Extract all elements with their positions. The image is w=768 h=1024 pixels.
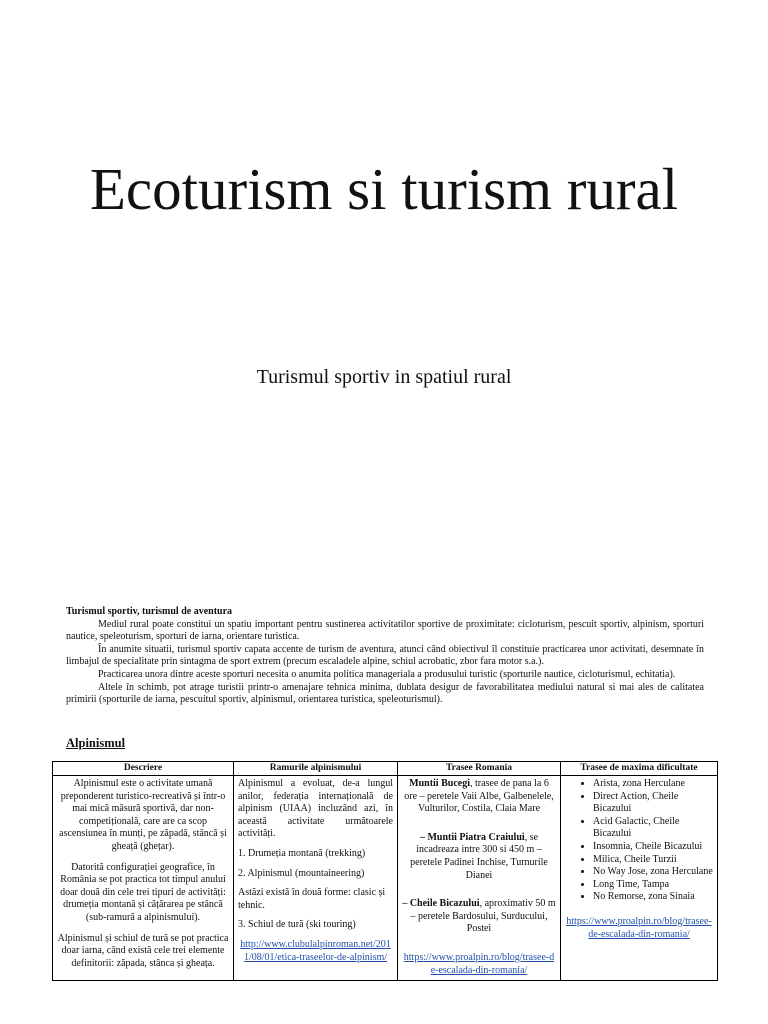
list-item: • Long Time, Tampa [593,879,713,892]
trasee-bicaz-text: , aproximativ 50 m – peretele Bardosului, Surducului, Postei [410,898,556,935]
section-title: Alpinismul [66,736,126,750]
trasee-bucegi [402,778,556,816]
ramuri-item-1-name: 1. Drumeția montană [238,847,323,859]
descriere-paragraph: Datorită configurației geografice, în România se pot practica tot timpul anului doar două din cele trei tipuri de activități: drumeția montană și cățărarea pe stâncă (sub-ramură a alpinismului). [60,861,226,923]
table-row [53,776,718,981]
header-trasee: Trasee Romania [398,762,561,776]
trasee-craiului-text: , se incadreaza intre 300 si 450 m – peretele Padinei Inchise, Turnurile Dianei [410,831,548,881]
header-descriere: Descriere [53,762,234,776]
cell-trasee [398,776,561,981]
cell-descriere [53,776,234,981]
header-ramuri: Ramurile alpinismului [234,762,398,776]
cell-dificultate [561,776,718,981]
list-item: • Insomnia, Cheile Bicazului [593,841,713,854]
trasee-link[interactable]: https://www.proalpin.ro/blog/trasee-de-escalada-din-romania/ [403,951,555,976]
ramuri-item-1-note: (trekking) [322,847,366,859]
intro-paragraph: Mediul rural poate constitui un spatiu important pentru sustinerea activitatilor sportive de proximitate: cicloturism, pescuit sportiv, alpinism, sporturi nautice, speleoturism, sporturi de iarna, orientare turistica. [66,618,704,643]
ramuri-item-2: 2. Alpinismul (mountaineering) [238,867,365,879]
descriere-paragraph: Alpinismul este o activitate umană preponderent turistico-recreativă și într-o mai mică măsură sportivă, dar non-competițională, care are ca scop ascensiunea în munți, pe zăpadă, stâncă și gheață (ghețar). [59,778,227,852]
document-subtitle: Turismul sportiv in spatiul rural [256,366,512,388]
intro-paragraph: Practicarea unora dintre aceste sporturi necesita o anumita politica manageriala a produsului turistic (sporturile nautice, cicloturismul, echitatia). [98,668,676,680]
ramuri-link[interactable]: http://www.clubulalpinroman.net/2011/08/01/etica-traseelor-de-alpinism/ [240,938,391,963]
ramuri-note: Astăzi există în două forme: clasic și tehnic. [238,887,386,911]
list-item: • No Remorse, zona Sinaia [593,891,713,904]
ramuri-item-3-note: (ski touring) [303,919,356,931]
ramuri-intro: Alpinismul a evoluat, de-a lungul anilor, federația internațională de alpinism (UIAA) incluzând azi, în această activitate următoarele activități. [238,778,393,840]
trasee-bucegi-text: , trasee de pana la 6 ore – peretele Vaii Albe, Galbenelele, Vulturilor, Costila, Claia Mare [404,778,554,815]
trasee-bucegi-name: Muntii Bucegi [409,778,470,789]
list-item: • Arista, zona Herculane [593,778,713,791]
ramuri-item-3-name: 3. Schiul de tură [238,919,304,931]
trasee-craiului-name: – Muntii Piatra Craiului [419,831,525,843]
list-item: • Milica, Cheile Turzii [593,854,713,867]
descriere-paragraph: Alpinismul și schiul de tură se pot practica doar iarna, când există cele trei elemente definitorii: zăpada, stânca și gheața. [57,932,229,969]
trasee-bicaz [402,898,556,936]
intro-paragraph: Altele în schimb, pot atrage turistii printr-o amenajare tehnica minima, dublata desigur de favorabilitatea mediului natural si mai ales de calitatea primirii (sporturile de iarna, pescuitul sportiv, alpinismul, orientarea turistica, speleoturismul). [66,681,704,706]
dificultate-link[interactable]: https://www.proalpin.ro/blog/trasee-de-escalada-din-romania/ [566,915,712,940]
alpinism-table [52,761,718,981]
trasee-craiului [402,832,556,882]
list-item: • No Way Jose, zona Herculane [593,866,713,879]
ramuri-item-3 [238,919,393,932]
header-dificultate: Trasee de maxima dificultate [561,762,718,776]
list-item: • Direct Action, Cheile Bicazului [593,791,713,816]
intro-paragraph: În anumite situatii, turismul sportiv capata accente de turism de aventura, atunci când obiectivul îl constituie practicarea unor activitati, desemnate în limbajul de specialitate prin sintagma de sport extrem (precum escaladele alpine, schiul acrobatic, zbor fara motor s.a.). [66,643,704,668]
trasee-bicaz-name: – Cheile Bicazului [402,898,480,910]
table-header-row [53,762,718,776]
intro-heading: Turismul sportiv, turismul de aventura [66,606,233,617]
ramuri-item-1 [238,848,393,861]
intro-section [66,606,704,707]
list-item: • Acid Galactic, Cheile Bicazului [593,816,713,841]
document-title: Ecoturism si turism rural [89,156,679,222]
cell-ramuri [234,776,398,981]
dificultate-list [565,778,713,904]
